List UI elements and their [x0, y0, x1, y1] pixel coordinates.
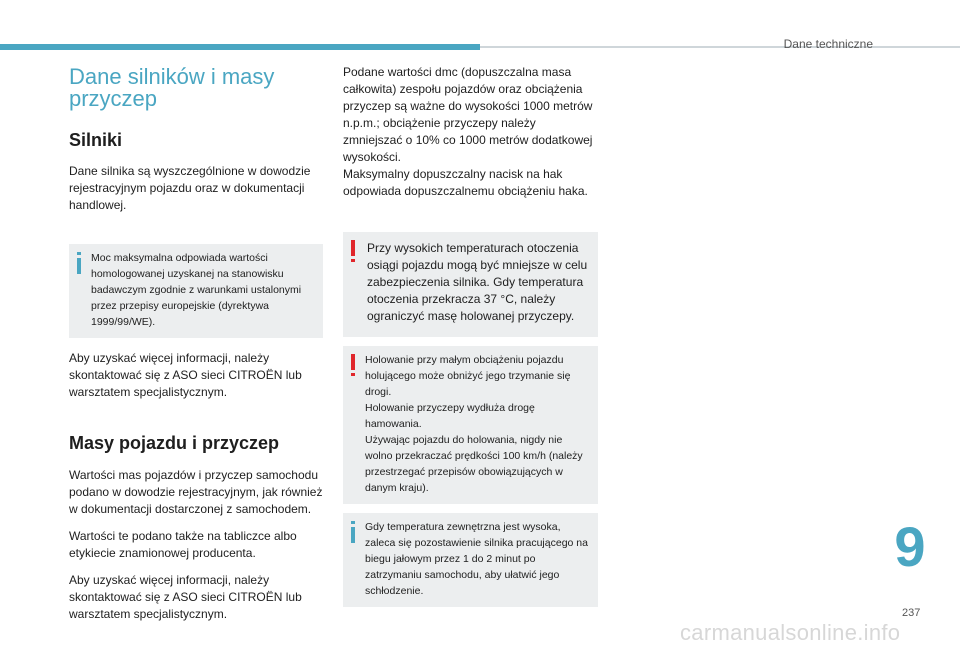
chapter-number: 9 [894, 515, 926, 578]
watermark: carmanualsonline.info [680, 620, 901, 645]
paragraph-masses-1: Wartości mas pojazdów i przyczep samochodu podano w dowodzie rejestracyjnym, jak również w dokumentacji dostarczonej z samochodem. [69, 468, 323, 516]
info-icon [351, 521, 355, 543]
right-column [343, 64, 598, 607]
section-title: Dane techniczne [783, 37, 873, 51]
page-title: Dane silników i masy przyczep [69, 64, 275, 111]
warning-note-line: Używając pojazdu do holowania, nigdy nie wolno przekraczać prędkości 100 km/h (należy przestrzegać przepisów obowiązujących w danym kraju). [365, 434, 583, 494]
info-note-text: Gdy temperatura zewnętrzna jest wysoka, zaleca się pozostawienie silnika pracującego na biegu jałowym przez 1 do 2 minut po zatrzymaniu samochodu, aby ułatwić jego schłodzenie. [365, 521, 588, 597]
warning-icon [351, 354, 355, 376]
info-note-cooling [343, 513, 598, 607]
warning-note-line: Holowanie przy małym obciążeniu pojazdu holującego może obniżyć jego trzymanie się drogi. [365, 354, 571, 398]
warning-note-line: Holowanie przyczepy wydłuża drogę hamowania. [365, 402, 535, 430]
paragraph-masses-2: Wartości te podano także na tabliczce albo etykiecie znamionowej producenta. [69, 529, 297, 560]
info-icon [77, 252, 81, 274]
paragraph-contact-2: Aby uzyskać więcej informacji, należy skontaktować się z ASO sieci CITROËN lub warsztatem specjalistycznym. [69, 573, 302, 621]
page-number: 237 [902, 607, 921, 619]
header-divider [480, 46, 960, 48]
warning-note-temperature [343, 232, 598, 337]
paragraph-contact: Aby uzyskać więcej informacji, należy skontaktować się z ASO sieci CITROËN lub warsztatem specjalistycznym. [69, 351, 302, 399]
paragraph-dmc: Podane wartości dmc (dopuszczalna masa całkowita) zespołu pojazdów oraz obciążenia przyczep są ważne do wysokości 1000 metrów n.p.m.; obciążenie przyczepy należy zmniejszać o 10% co 1000 metrów dodatkowej wysokości. [343, 65, 593, 164]
warning-note-text: Przy wysokich temperaturach otoczenia osiągi pojazdu mogą być mniejsze w celu zabezpieczenia silnika. Gdy temperatura otoczenia przekracza 37 °C, należy ograniczyć masę holowanej przyczepy. [367, 241, 588, 323]
header-accent-bar [0, 44, 480, 50]
warning-icon [351, 240, 355, 262]
info-note-text: Moc maksymalna odpowiada wartości homologowanej uzyskanej na stanowisku badawczym zgodnie z warunkami ustalonymi przez przepisy europejskie (dyrektywa 1999/99/WE). [91, 252, 302, 328]
paragraph-engines: Dane silnika są wyszczególnione w dowodzie rejestracyjnym pojazdu oraz w dokumentacji handlowej. [69, 164, 311, 212]
warning-note-towing [343, 346, 598, 504]
paragraph-hitch: Maksymalny dopuszczalny nacisk na hak odpowiada dopuszczalnemu obciążeniu haka. [343, 167, 588, 198]
info-note-power [69, 244, 323, 338]
left-column [69, 64, 323, 633]
heading-engines: Silniki [69, 130, 123, 150]
heading-masses: Masy pojazdu i przyczep [69, 433, 280, 453]
